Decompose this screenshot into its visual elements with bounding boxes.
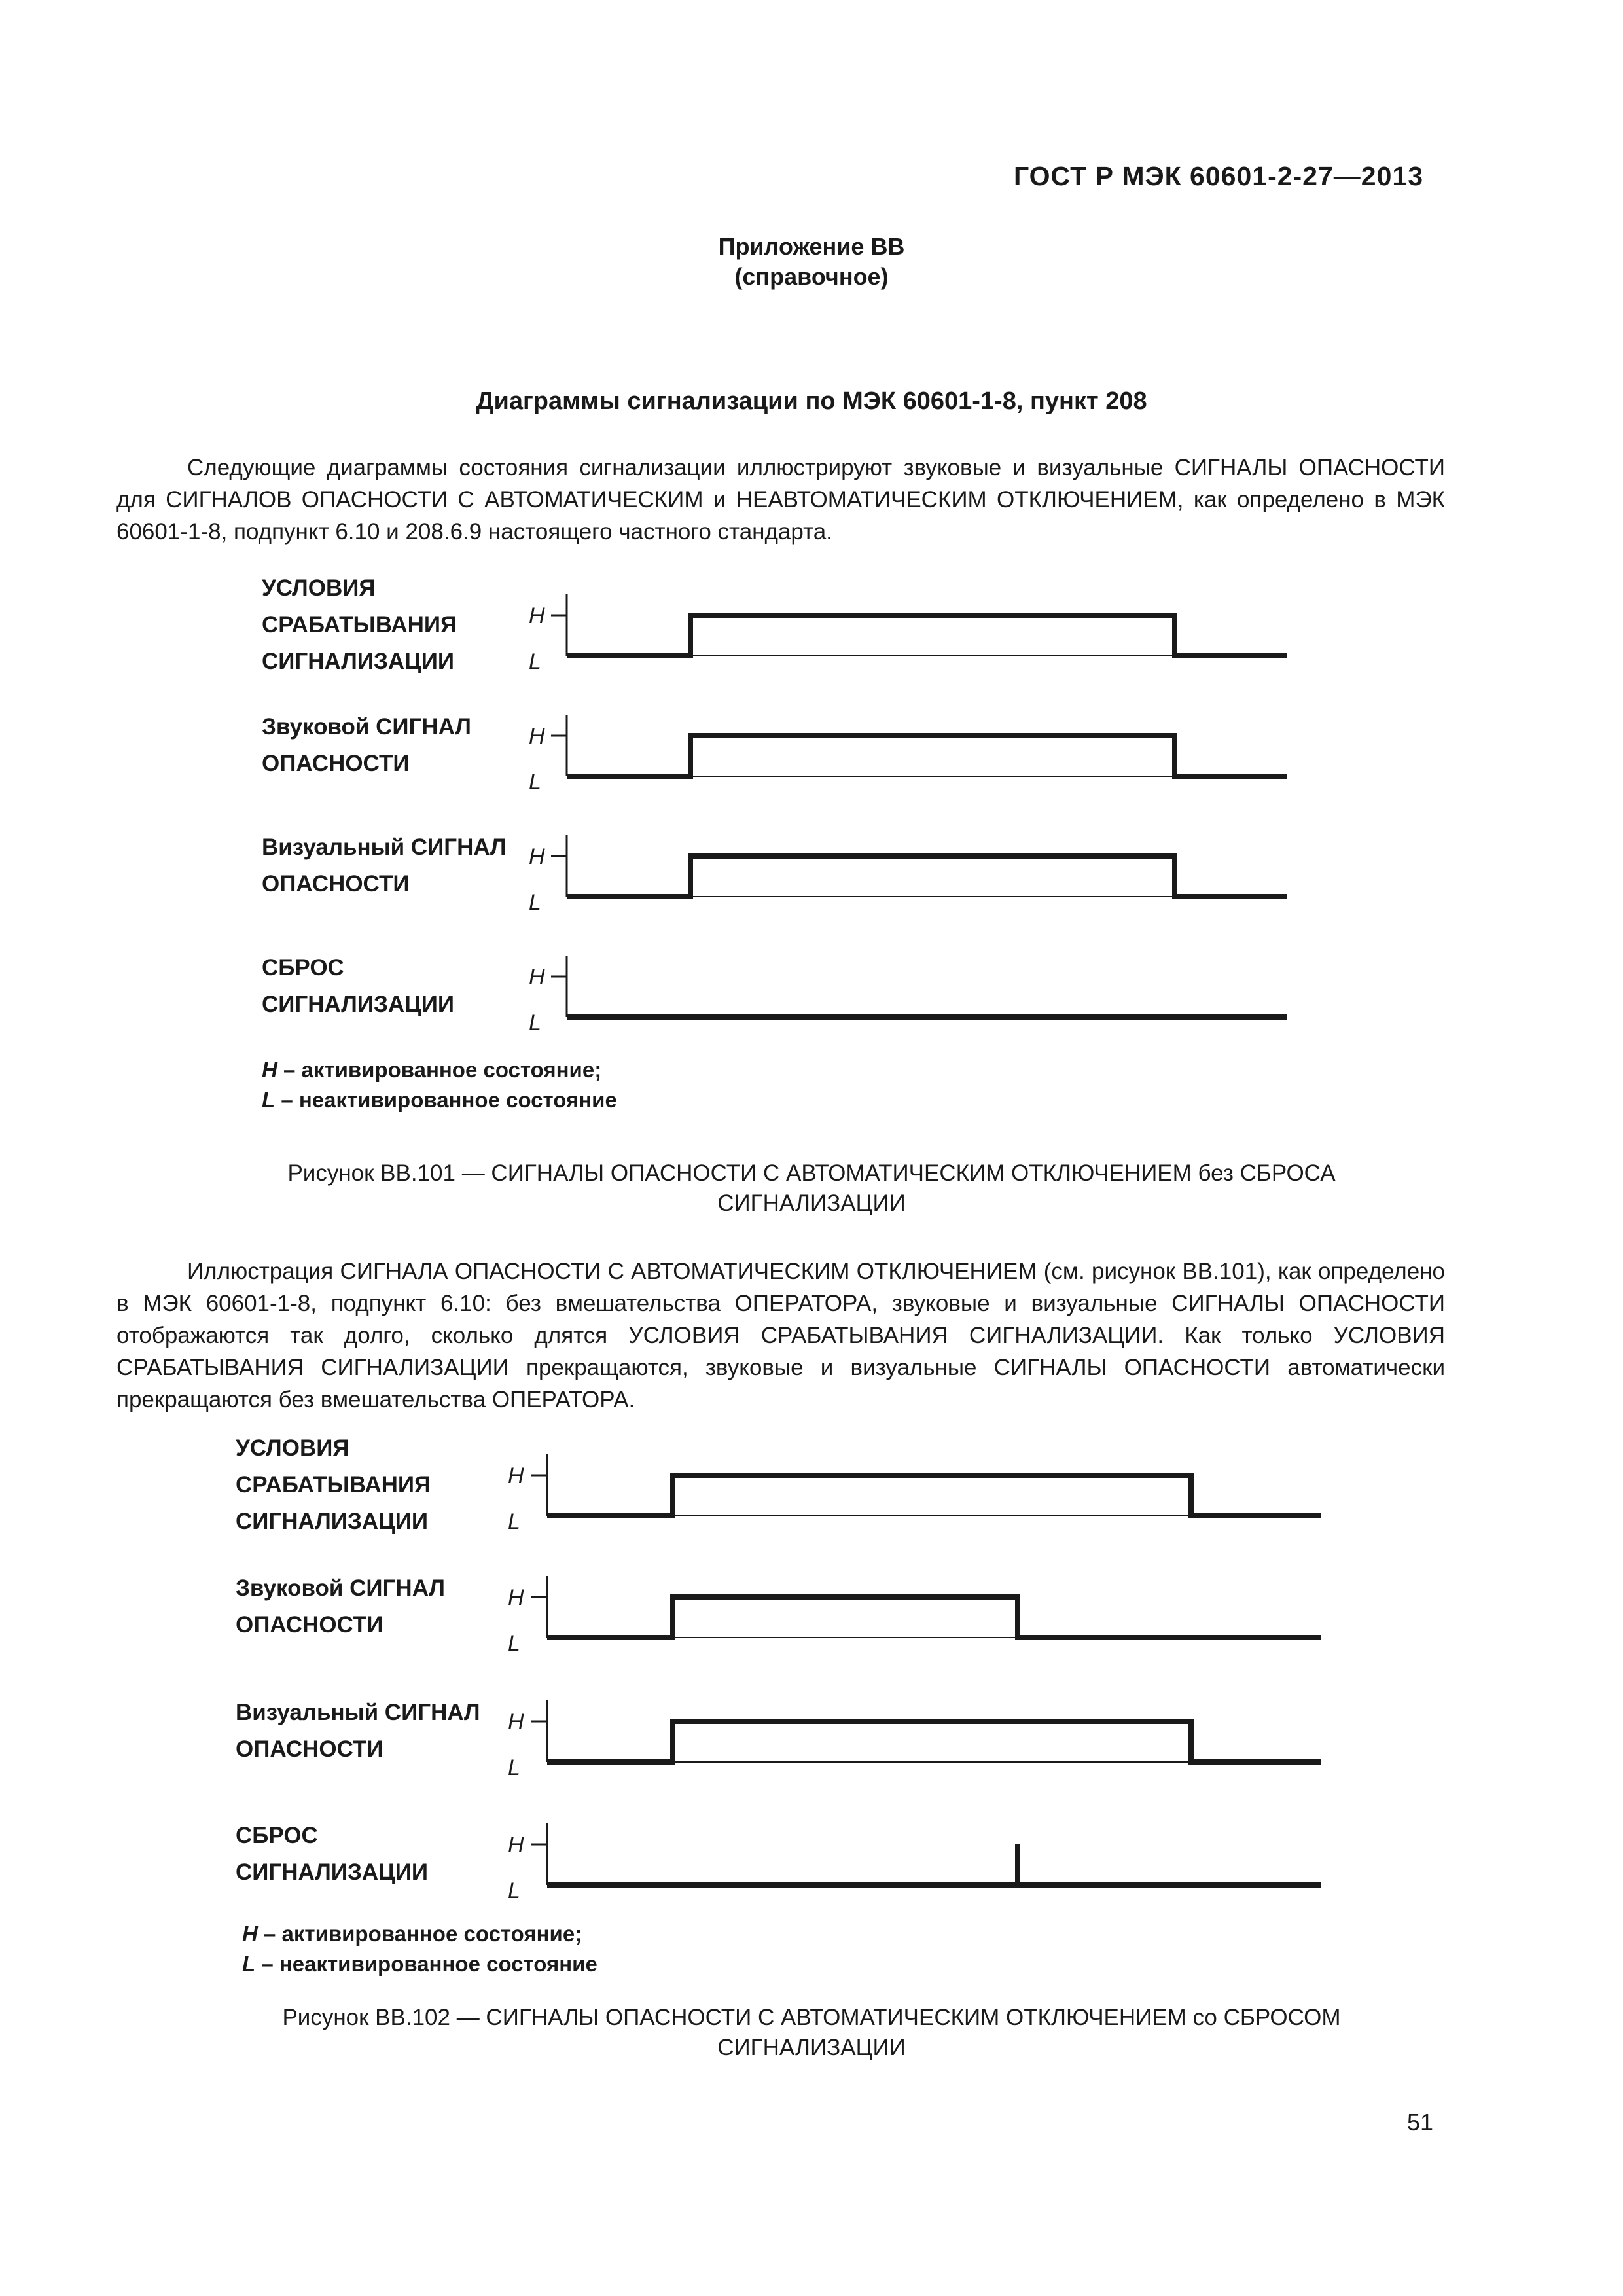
signal-row xyxy=(236,1700,1321,1780)
level-h-label: H xyxy=(529,965,545,990)
signal-label-line: Звуковой СИГНАЛ xyxy=(262,714,471,740)
level-l-label: L xyxy=(529,890,541,915)
legend-h-text: – активированное состояние; xyxy=(257,1922,582,1946)
legend-h-symbol: H xyxy=(242,1922,258,1946)
level-l-label: L xyxy=(529,649,541,674)
signal-label-line: СИГНАЛИЗАЦИИ xyxy=(236,1509,429,1534)
waveform xyxy=(547,1475,1321,1516)
signal-label-line: ОПАСНОСТИ xyxy=(236,1612,383,1638)
level-l-label: L xyxy=(529,1011,541,1035)
legend-l-symbol: L xyxy=(262,1088,276,1112)
level-l-label: L xyxy=(508,1509,520,1534)
page-number: 51 xyxy=(1406,2109,1433,2136)
signal-row xyxy=(262,714,1287,795)
caption-line: СИГНАЛИЗАЦИИ xyxy=(717,2035,906,2060)
signal-label-line: ОПАСНОСТИ xyxy=(236,1736,383,1762)
explanation-paragraph xyxy=(116,1255,1445,1416)
caption-line: СИГНАЛИЗАЦИИ xyxy=(717,1191,906,1216)
signal-label-line: СРАБАТЫВАНИЯ xyxy=(236,1472,431,1498)
legend-h-text: – активированное состояние; xyxy=(277,1058,602,1082)
level-l-label: L xyxy=(508,1755,520,1780)
legend-l-text: – неактивированное состояние xyxy=(255,1952,597,1976)
signal-label-line: СИГНАЛИЗАЦИИ xyxy=(236,1859,429,1885)
timing-diagram-bb102 xyxy=(0,1423,1623,1903)
waveform xyxy=(567,615,1287,656)
signal-row xyxy=(236,1435,1321,1534)
standard-id: ГОСТ Р МЭК 60601-2-27—2013 xyxy=(1013,161,1423,191)
legend-bb102 xyxy=(242,1919,597,1979)
legend-h-symbol: H xyxy=(262,1058,277,1082)
signal-label-line: СБРОС xyxy=(262,955,344,980)
caption-line: Рисунок ВВ.101 — СИГНАЛЫ ОПАСНОСТИ С АВТОМАТИЧЕСКИМ ОТКЛЮЧЕНИЕМ без СБРОСА xyxy=(287,1160,1336,1186)
caption-line: Рисунок ВВ.102 — СИГНАЛЫ ОПАСНОСТИ С АВТОМАТИЧЕСКИМ ОТКЛЮЧЕНИЕМ со СБРОСОМ xyxy=(282,2005,1341,2030)
figure-caption-bb101 xyxy=(196,1158,1427,1219)
waveform xyxy=(547,1597,1321,1638)
timing-diagram-bb101 xyxy=(0,563,1623,1034)
level-h-label: H xyxy=(508,1463,524,1488)
waveform xyxy=(567,856,1287,897)
signal-row xyxy=(236,1575,1321,1656)
level-h-label: H xyxy=(508,1833,524,1857)
level-l-label: L xyxy=(529,770,541,795)
level-l-label: L xyxy=(508,1878,520,1903)
section-title: Диаграммы сигнализации по МЭК 60601-1-8, пункт 208 xyxy=(476,387,1147,415)
annex-title: Приложение ВВ xyxy=(718,233,905,260)
level-h-label: H xyxy=(529,603,545,628)
signal-row xyxy=(262,955,1287,1035)
figure-caption-bb102 xyxy=(196,2003,1427,2063)
legend-l xyxy=(262,1085,617,1115)
level-h-label: H xyxy=(529,844,545,869)
legend-bb101 xyxy=(262,1055,617,1115)
legend-l xyxy=(242,1949,597,1979)
signal-label-line: УСЛОВИЯ xyxy=(236,1435,349,1461)
level-l-label: L xyxy=(508,1631,520,1656)
signal-label-line: СИГНАЛИЗАЦИИ xyxy=(262,992,455,1017)
waveform xyxy=(567,736,1287,776)
signal-label-line: СИГНАЛИЗАЦИИ xyxy=(262,649,455,674)
signal-label-line: Визуальный СИГНАЛ xyxy=(236,1700,480,1725)
waveform xyxy=(547,1721,1321,1762)
legend-l-symbol: L xyxy=(242,1952,256,1976)
annex-type: (справочное) xyxy=(734,263,889,290)
signal-label-line: СРАБАТЫВАНИЯ xyxy=(262,612,457,637)
signal-row xyxy=(262,834,1287,915)
signal-label-line: УСЛОВИЯ xyxy=(262,575,376,601)
intro-paragraph xyxy=(116,452,1445,548)
signal-row xyxy=(262,575,1287,674)
level-h-label: H xyxy=(508,1585,524,1610)
signal-label-line: Визуальный СИГНАЛ xyxy=(262,834,507,860)
legend-h xyxy=(262,1055,617,1085)
signal-label-line: ОПАСНОСТИ xyxy=(262,871,410,897)
legend-h xyxy=(242,1919,597,1949)
intro-text: Следующие диаграммы состояния сигнализации иллюстрируют звуковые и визуальные СИГНАЛЫ ОПАСНОСТИ для СИГНАЛОВ ОПАСНОСТИ С АВТОМАТИЧЕСКИМ и НЕАВТОМАТИЧЕСКИМ ОТКЛЮЧЕНИЕМ, как определено в МЭК 60601-1-8, подпункт 6.10 и 208.6.9 настоящего частного стандарта. xyxy=(116,455,1445,545)
legend-l-text: – неактивированное состояние xyxy=(275,1088,617,1112)
level-h-label: H xyxy=(529,724,545,749)
signal-label-line: Звуковой СИГНАЛ xyxy=(236,1575,445,1601)
signal-row xyxy=(236,1823,1321,1903)
explanation-text: Иллюстрация СИГНАЛА ОПАСНОСТИ С АВТОМАТИЧЕСКИМ ОТКЛЮЧЕНИЕМ (см. рисунок ВВ.101), как определено в МЭК 60601-1-8, подпункт 6.10: без вмешательства ОПЕРАТОРА, звуковые и визуальные СИГНАЛЫ ОПАСНОСТИ отображаются так долго, сколько длятся УСЛОВИЯ СРАБАТЫВАНИЯ СИГНАЛИЗАЦИИ. Как только УСЛОВИЯ СРАБАТЫВАНИЯ СИГНАЛИЗАЦИИ прекращаются, звуковые и визуальные СИГНАЛЫ ОПАСНОСТИ автоматически прекращаются без вмешательства ОПЕРАТОРА. xyxy=(116,1259,1445,1412)
signal-label-line: СБРОС xyxy=(236,1823,318,1848)
signal-label-line: ОПАСНОСТИ xyxy=(262,751,410,776)
level-h-label: H xyxy=(508,1710,524,1734)
